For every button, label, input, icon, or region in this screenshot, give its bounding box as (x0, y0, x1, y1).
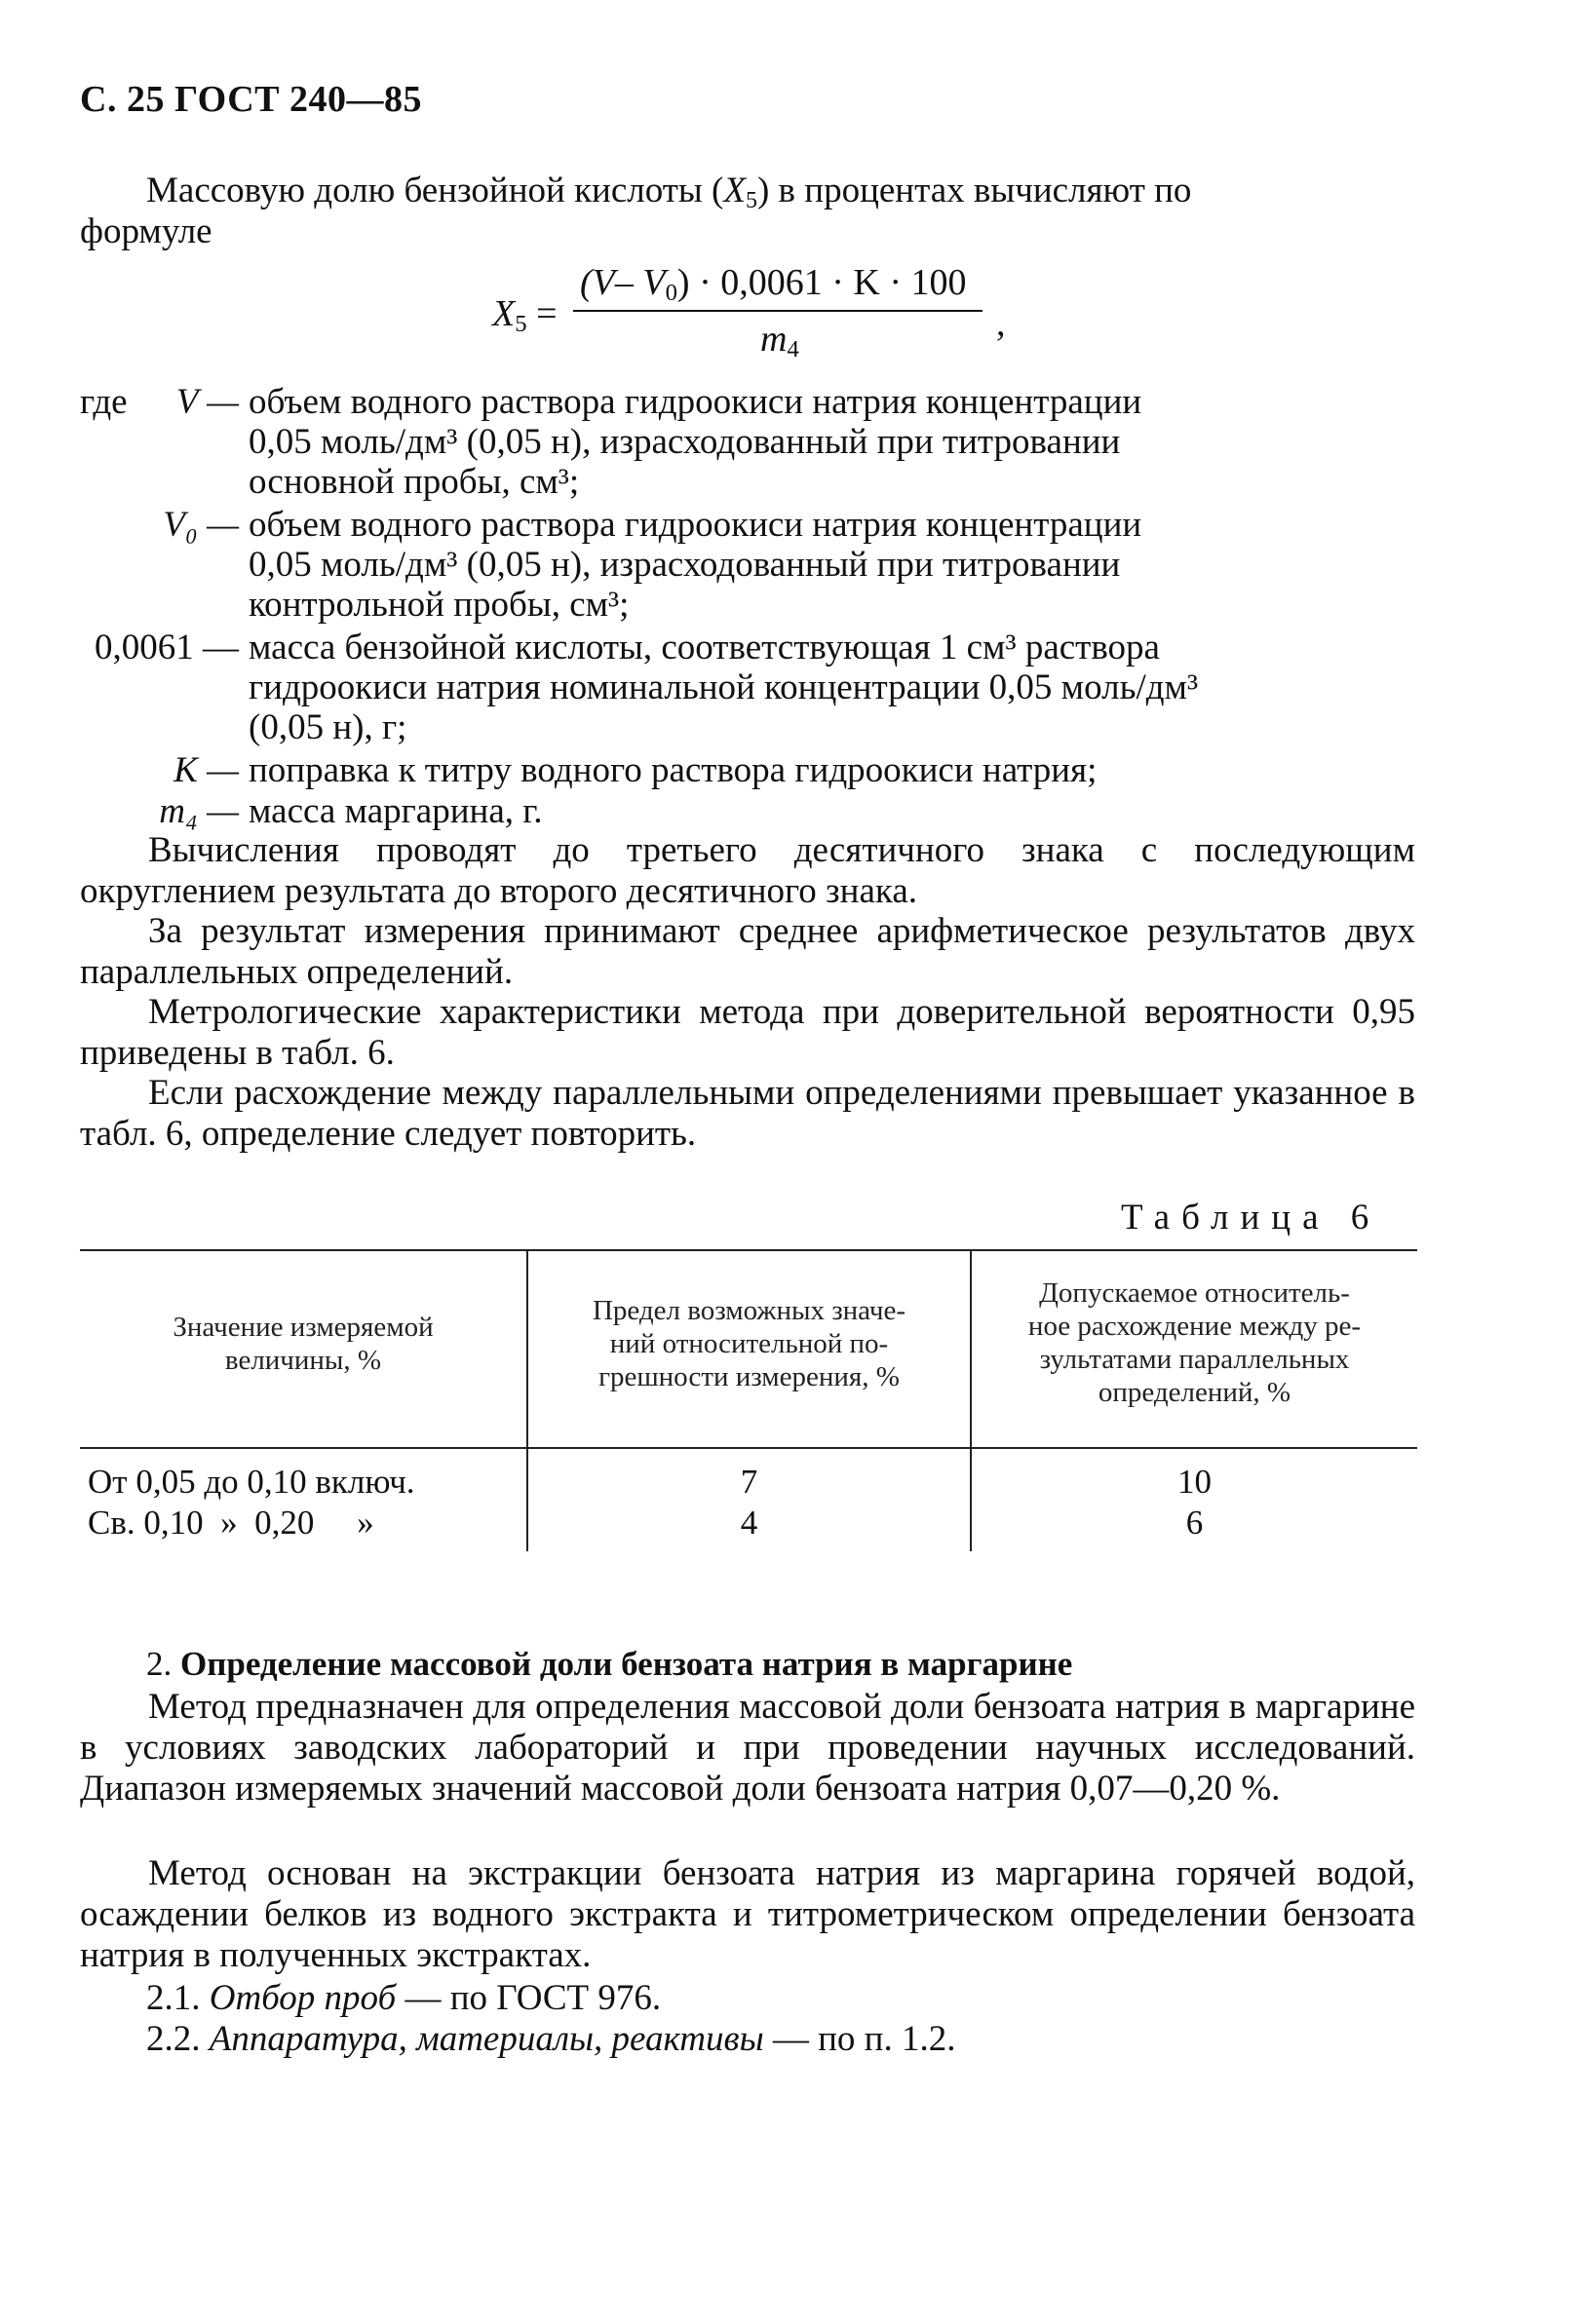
table-top-rule (80, 1249, 1417, 1251)
fraction-bar (573, 310, 983, 312)
section-2-1 (146, 1978, 661, 2020)
formula-equals: = (536, 293, 558, 334)
definition-text (249, 750, 1418, 790)
th3-line: зультатами параллельных (1039, 1344, 1350, 1375)
definition-line: объем водного раствора гидроокиси натрия концентрации (249, 505, 1142, 545)
definition-term: 0,0061 — (95, 628, 239, 667)
item-2-2-number: 2.2. (146, 2019, 201, 2059)
formula-num-rest: ) · 0,0061 · K · 100 (676, 262, 967, 303)
section-2-paragraph-1: Метод предназначен для определения массовой доли бензоата натрия в маргарине в условиях заводских лабораторий и при проведении научных исследований. Диапазон измеряемых значений массовой доли бензоата натрия 0,07—0,20 %. (80, 1687, 1415, 1809)
table-cell-range: Св. 0,10 » 0,20 » (88, 1504, 374, 1542)
definition-term: m₄ — (159, 791, 239, 831)
th3-line: ное расхождение между ре- (1027, 1311, 1362, 1342)
definition-line: 0,05 моль/дм³ (0,05 н), израсходованный при титровании (249, 422, 1121, 462)
formula-lhs-var: X (492, 293, 516, 334)
body-paragraph: Если расхождение между параллельными определениями превышает указанное в табл. 6, определение следует повторить. (80, 1073, 1415, 1154)
table-header-col2 (528, 1294, 970, 1393)
th3-line: Допускаемое относитель- (1039, 1277, 1350, 1309)
table-title: Таблица 6 (1121, 1198, 1381, 1238)
item-2-2-title: Аппаратура, материалы, реактивы (209, 2019, 764, 2059)
th2-line: Предел возможных значе- (592, 1295, 906, 1326)
table-cell-error: 7 (740, 1463, 758, 1501)
intro-line (146, 171, 1191, 215)
definition-text (249, 505, 1418, 625)
formula-den-sub: 4 (787, 336, 799, 363)
section-2-number: 2. (146, 1645, 173, 1683)
definition-term: V₀ — (163, 505, 239, 545)
table-header-rule (80, 1447, 1417, 1449)
definition-line: контрольной пробы, см³; (249, 585, 630, 625)
page-header: С. 25 ГОСТ 240—85 (80, 79, 422, 120)
formula-den-var: m (760, 319, 788, 360)
section-2-title: Определение массовой доли бензоата натрия в маргарине (180, 1645, 1073, 1683)
definition-line: основной пробы, см³; (249, 462, 580, 502)
definition-line: (0,05 н), г; (249, 707, 407, 747)
intro-text-end: ) в процентах вычисляют по (756, 171, 1192, 210)
th2-line: грешности измерения, % (598, 1361, 900, 1392)
table-cell-diff: 10 (1177, 1463, 1212, 1501)
intro-line-2: формуле (80, 211, 212, 251)
formula-numerator (580, 261, 966, 307)
table-cell-diff: 6 (1185, 1504, 1204, 1542)
definition-line: масса маргарина, г. (249, 791, 543, 831)
body-paragraph: Метрологические характеристики метода при доверительной вероятности 0,95 приведены в табл. 6. (80, 992, 1415, 1073)
body-paragraph: За результат измерения принимают среднее арифметическое результатов двух параллельных определений. (80, 911, 1415, 992)
table-header-col3 (972, 1276, 1417, 1409)
body-paragraph: Вычисления проводят до третьего десятичного знака с последующим округлением результата до второго десятичного знака. (80, 830, 1415, 911)
section-2-heading (146, 1645, 1072, 1684)
definition-term: K — (173, 750, 239, 790)
item-2-1-rest: — по ГОСТ 976. (396, 1978, 662, 2018)
item-2-2-rest: — по п. 1.2. (763, 2019, 956, 2059)
table-cell-range: От 0,05 до 0,10 включ. (88, 1463, 415, 1501)
table-cell-error: 4 (740, 1504, 758, 1542)
definition-line: 0,05 моль/дм³ (0,05 н), израсходованный при титровании (249, 545, 1121, 585)
th2-line: ний относительной по- (609, 1328, 889, 1359)
definition-term: V — (175, 382, 239, 422)
definition-line: гидроокиси натрия номинальной концентрации 0,05 моль/дм³ (249, 667, 1199, 707)
formula-denominator (760, 318, 799, 363)
definition-text (249, 628, 1418, 747)
formula-lhs (492, 292, 558, 338)
section-2-2 (146, 2019, 955, 2061)
formula-lhs-sub: 5 (515, 311, 527, 338)
definition-line: объем водного раствора гидроокиси натрия концентрации (249, 382, 1142, 422)
th3-line: определений, % (1098, 1377, 1291, 1408)
item-2-1-title: Отбор проб (209, 1978, 397, 2018)
formula-comma: , (996, 303, 1006, 344)
th1-line: величины, % (224, 1345, 382, 1376)
definition-line: масса бензойной кислоты, соответствующая 1 см³ раствора (249, 628, 1160, 667)
formula-num-part: (V– V (580, 262, 666, 303)
intro-text: Массовую долю бензойной кислоты ( (146, 171, 724, 210)
th1-line: Значение измеряемой (173, 1312, 434, 1343)
formula-num-sub: 0 (665, 280, 677, 307)
definition-text (249, 382, 1418, 502)
section-2-paragraph-2: Метод основан на экстракции бензоата натрия из маргарина горячей водой, осаждении белков из водного экстракта и титрометрическом определении бензоата натрия в полученных экстрактах. (80, 1853, 1415, 1975)
intro-var-sub: 5 (745, 188, 757, 213)
definition-line: поправка к титру водного раствора гидроокиси натрия; (249, 750, 1098, 790)
item-2-1-number: 2.1. (146, 1978, 201, 2018)
definition-text (249, 791, 1418, 831)
intro-var: X (723, 171, 746, 210)
table-header-col1 (80, 1311, 526, 1377)
where-label: где (80, 382, 128, 422)
